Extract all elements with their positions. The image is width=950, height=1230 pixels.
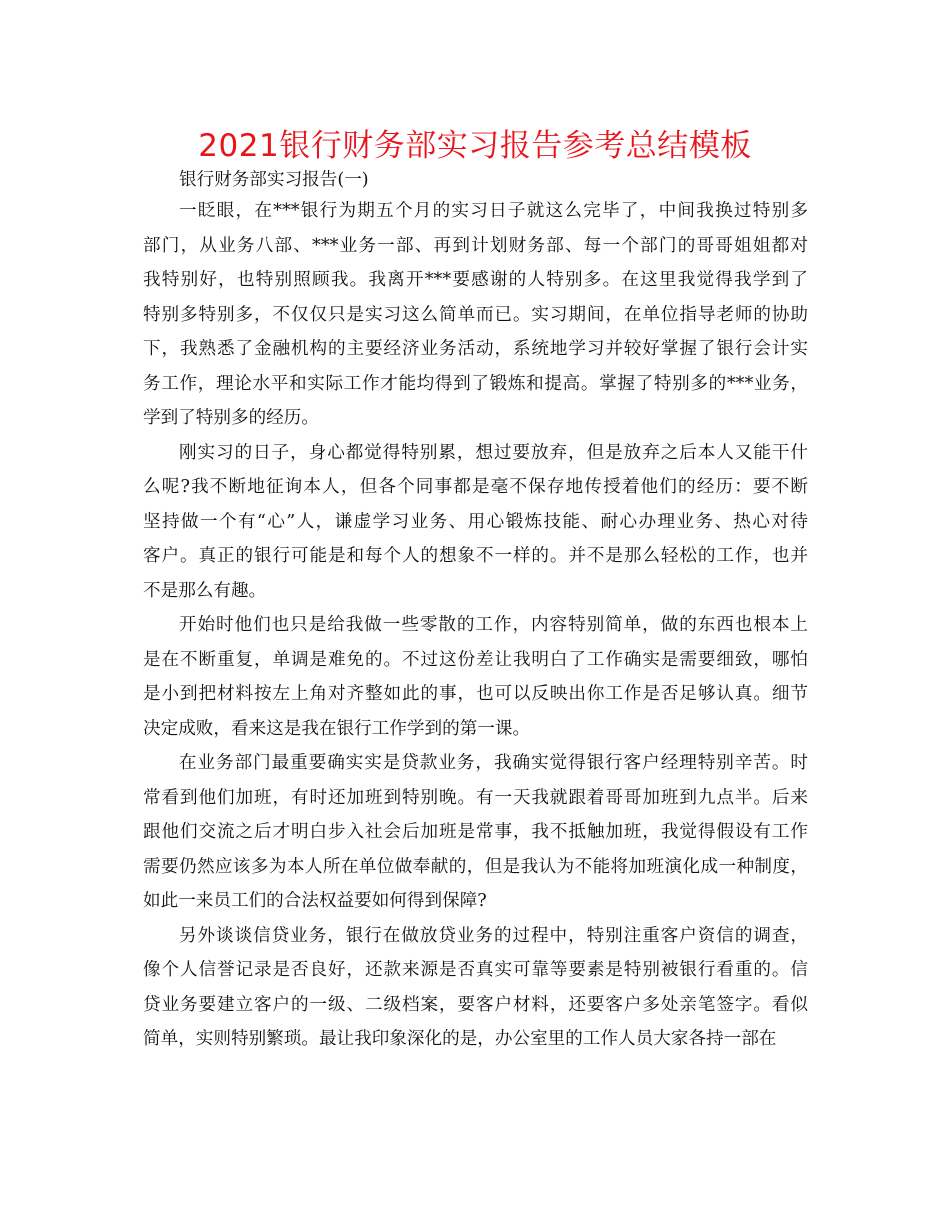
paragraph-line: 么呢?我不断地征询本人，但各个同事都是毫不保存地传授着他们的经历：要不断 (143, 477, 808, 497)
paragraph-line: 决定成败，看来这是我在银行工作学到的第一课。 (143, 718, 531, 739)
paragraph-line: 跟他们交流之后才明白步入社会后加班是常事，我不抵触加班，我觉得假设有工作 (143, 822, 808, 842)
paragraph-line: 是小到把材料按左上角对齐整如此的事，也可以反映出你工作是否足够认真。细节 (143, 684, 808, 704)
paragraph (143, 919, 808, 1057)
paragraph-line: 坚持做一个有“心”人，谦虚学习业务、用心锻炼技能、耐心办理业务、热心对待 (143, 511, 808, 532)
paragraph-line: 简单，实则特别繁琐。最让我印象深化的是，办公室里的工作人员大家各持一部在 (143, 1029, 777, 1049)
paragraph-line: 刚实习的日子，身心都觉得特别累，想过要放弃，但是放弃之后本人又能干什 (179, 442, 808, 463)
paragraph-line: 一眨眼，在***银行为期五个月的实习日子就这么完毕了，中间我换过特别多 (179, 201, 808, 221)
paragraph-line: 如此一来员工们的合法权益要如何得到保障? (143, 891, 487, 911)
paragraph-line: 我特别好，也特别照顾我。我离开***要感谢的人特别多。在这里我觉得我学到了 (143, 270, 808, 290)
paragraph-line: 学到了特别多的经历。 (143, 408, 319, 428)
paragraph-line: 另外谈谈信贷业务，银行在做放贷业务的过程中，特别注重客户资信的调查， (179, 925, 808, 946)
paragraph-line: 常看到他们加班，有时还加班到特别晚。有一天我就跟着哥哥加班到九点半。后来 (143, 787, 808, 808)
paragraph-line: 下，我熟悉了金融机构的主要经济业务活动，系统地学习并较好掌握了银行会计实 (143, 339, 808, 359)
document-body (143, 166, 808, 1057)
paragraph-line: 特别多特别多，不仅仅只是实习这么简单而已。实习期间，在单位指导老师的协助 (143, 304, 808, 325)
paragraph-line: 是在不断重复，单调是难免的。不过这份差让我明白了工作确实是需要细致，哪怕 (143, 649, 808, 670)
paragraph-line: 需要仍然应该多为本人所在单位做奉献的，但是我认为不能将加班演化成一种制度， (143, 856, 808, 877)
paragraph-line: 客户。真正的银行可能是和每个人的想象不一样的。并不是那么轻松的工作，也并 (143, 546, 808, 566)
paragraph-line: 贷业务要建立客户的一级、二级档案，要客户材料，还要客户多处亲笔签字。看似 (143, 994, 808, 1015)
paragraph-line: 部门，从业务八部、***业务一部、再到计划财务部、每一个部门的哥哥姐姐都对 (143, 235, 808, 256)
paragraph-line: 开始时他们也只是给我做一些零散的工作，内容特别简单，做的东西也根本上 (179, 615, 808, 635)
paragraph (143, 608, 808, 746)
paragraph (143, 194, 808, 436)
paragraph (143, 436, 808, 609)
paragraph-line: 不是那么有趣。 (143, 580, 267, 601)
paragraph-line: 在业务部门最重要确实实是贷款业务，我确实觉得银行客户经理特别辛苦。时 (179, 753, 808, 773)
paragraph (143, 746, 808, 919)
document-subtitle: 银行财务部实习报告(一) (179, 170, 369, 190)
paragraph-line: 像个人信誉记录是否良好，还款来源是否真实可靠等要素是特别被银行看重的。信 (143, 960, 808, 980)
paragraph-list (143, 194, 808, 1057)
paragraph-line: 务工作，理论水平和实际工作才能均得到了锻炼和提高。掌握了特别多的***业务， (143, 373, 808, 394)
document-title: 2021银行财务部实习报告参考总结模板 (198, 128, 752, 164)
